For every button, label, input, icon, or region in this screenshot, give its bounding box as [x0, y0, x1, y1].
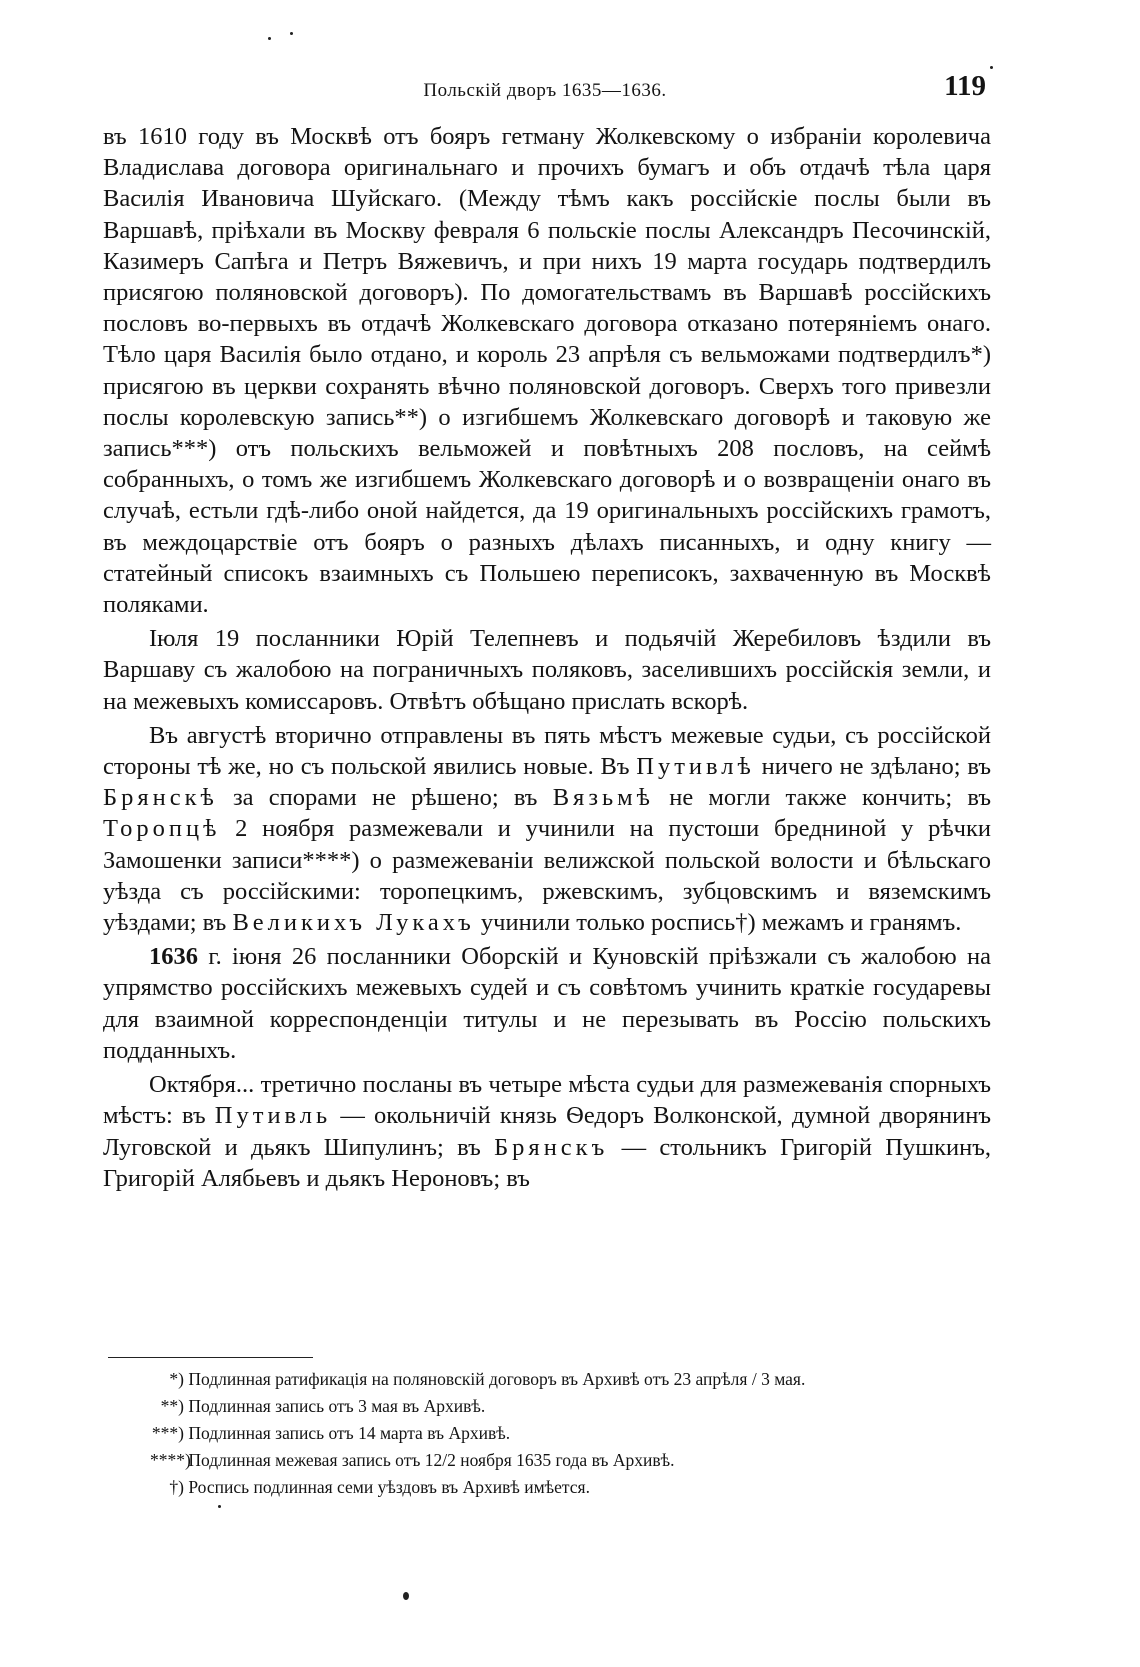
text-run: Въ августѣ вторично отправлены въ пять мѣстъ межевые судьи, съ россійской стороны тѣ же, но съ польской явились новые. Въ: [103, 721, 991, 781]
year-heading: 1636: [149, 943, 198, 971]
footnote-text: Подлинная запись отъ 14 марта въ Архивѣ.: [188, 1423, 511, 1443]
footnote: [150, 1474, 1000, 1501]
place-name: Вязьмѣ: [552, 784, 654, 812]
text-run: г. іюня 26 посланники Оборскій и Куновскій пріѣзжали съ жалобою на упрямство россійскихъ межевыхъ судей и съ совѣтомъ учинить краткіе государевы для взаимной корреспонденціи титулы и не перезывать въ Россію польскихъ подданныхъ.: [103, 943, 991, 1064]
page-header: [100, 70, 990, 110]
paragraph: [103, 720, 991, 938]
footnote: [150, 1420, 1000, 1447]
footnote-text: Роспись подлинная семи уѣздовъ въ Архивѣ имѣется.: [188, 1477, 590, 1497]
footnote: [150, 1366, 1000, 1393]
text-run: 2 ноября размежевали и учинили на пустоши бредниной у рѣчки Замошенки записи****) о размежеваніи велижской польской волости и бѣльскаго уѣзда съ россійскими: торопецкимъ, ржевскимъ, зубцовскимъ и вяземскимъ уѣздами; въ: [103, 815, 991, 937]
footnote: [150, 1393, 1000, 1420]
text-run: за спорами не рѣшено; въ: [217, 784, 553, 812]
footnote-divider: [108, 1357, 313, 1358]
scan-speck: [990, 66, 993, 69]
footnote-marker: ***): [151, 1423, 184, 1443]
scan-speck: [218, 1505, 221, 1508]
scan-speck: [290, 32, 293, 35]
footnote-text: Подлинная ратификація на поляновскій договоръ въ Архивѣ отъ 23 апрѣля / 3 мая.: [188, 1369, 806, 1389]
text-run: учинили только роспись†) межамъ и гранямъ.: [474, 909, 962, 937]
place-name: Великихъ Лукахъ: [232, 909, 475, 937]
footnote-marker: *): [169, 1369, 184, 1389]
paragraph: въ 1610 году въ Москвѣ отъ бояръ гетману Жолкевскому о избраніи королевича Владислава договора оригинальнаго и прочихъ бумагъ и объ отдачѣ тѣла царя Василія Ивановича Шуйскаго. (Между тѣмъ какъ россійскіе послы были въ Варшавѣ, пріѣхали въ Москву февраля 6 польскіе послы Александръ Песочинскій, Казимеръ Сапѣга и Петръ Вяжевичъ, и при нихъ 19 марта государь подтвердилъ присягою поляновской договоръ). По домогательствамъ въ Варшавѣ россійскихъ пословъ во-первыхъ въ отдачѣ Жолкевскаго договора отказано потеряніемъ онаго. Тѣло царя Василія было отдано, и король 23 апрѣля съ вельможами подтвердилъ*) присягою въ церкви сохранять вѣчно поляновской договоръ. Сверхъ того привезли послы королевскую запись**) о изгибшемъ Жолкевскаго договорѣ и таковую же запись***) отъ польскихъ вельможей и повѣтныхъ 208 пословъ, на сеймѣ собранныхъ, о томъ же изгибшемъ Жолкевскаго договорѣ и о возвращеніи онаго въ случаѣ, естьли гдѣ-либо оной найдется, да 19 оригинальныхъ россійскихъ грамотъ, въ междоцарствіе отъ бояръ о разныхъ дѣлахъ писанныхъ, и одну книгу — статейный списокъ взаимныхъ съ Польшею переписокъ, захваченную въ Москвѣ поляками.: [103, 123, 991, 619]
footnote-marker: †): [169, 1477, 184, 1497]
footnote-marker: **): [160, 1396, 184, 1416]
paragraph: [103, 941, 991, 1066]
text-run: ничего не здѣлано; въ: [754, 753, 991, 781]
paragraph: [103, 1069, 991, 1194]
place-name: Путивль: [214, 1102, 332, 1130]
running-title: Польскій дворъ 1635—1636.: [423, 80, 667, 101]
footnote-text: Подлинная межевая запись отъ 12/2 ноября 1635 года въ Архивѣ.: [188, 1450, 675, 1470]
paragraph: Іюля 19 посланники Юрій Телепневъ и подьячій Жеребиловъ ѣздили въ Варшаву съ жалобою на пограничныхъ поляковъ, заселившихъ россійскія земли, и на межевыхъ комиссаровъ. Отвѣтъ обѣщано прислать вскорѣ.: [103, 625, 991, 715]
text-run: — стольникъ Григорій Пушкинъ, Григорій Алябьевъ и дьякъ Нероновъ; въ: [103, 1133, 991, 1192]
scan-speck: [268, 37, 271, 40]
place-name: Путивлѣ: [636, 753, 755, 781]
place-name: Торопцѣ: [103, 815, 221, 843]
text-run: — окольничій князь Ѳедоръ Волконской, думной дворянинъ Луговской и дьякъ Шипулинъ; въ: [103, 1102, 991, 1161]
footnote-text: Подлинная запись отъ 3 мая въ Архивѣ.: [188, 1396, 486, 1416]
main-text: [103, 121, 991, 1197]
scan-speck: [403, 1592, 409, 1600]
place-name: Брянскѣ: [103, 784, 218, 812]
place-name: Брянскъ: [494, 1133, 609, 1161]
page-number: 119: [944, 70, 986, 102]
footnotes: [150, 1366, 1000, 1501]
text-run: Октября... третично посланы въ четыре мѣста судьи для размежеванія спорныхъ мѣстъ: въ: [103, 1071, 991, 1130]
footnote-marker: ****): [150, 1450, 191, 1470]
footnote: [150, 1447, 1000, 1474]
text-run: не могли также кончить; въ: [653, 784, 991, 812]
